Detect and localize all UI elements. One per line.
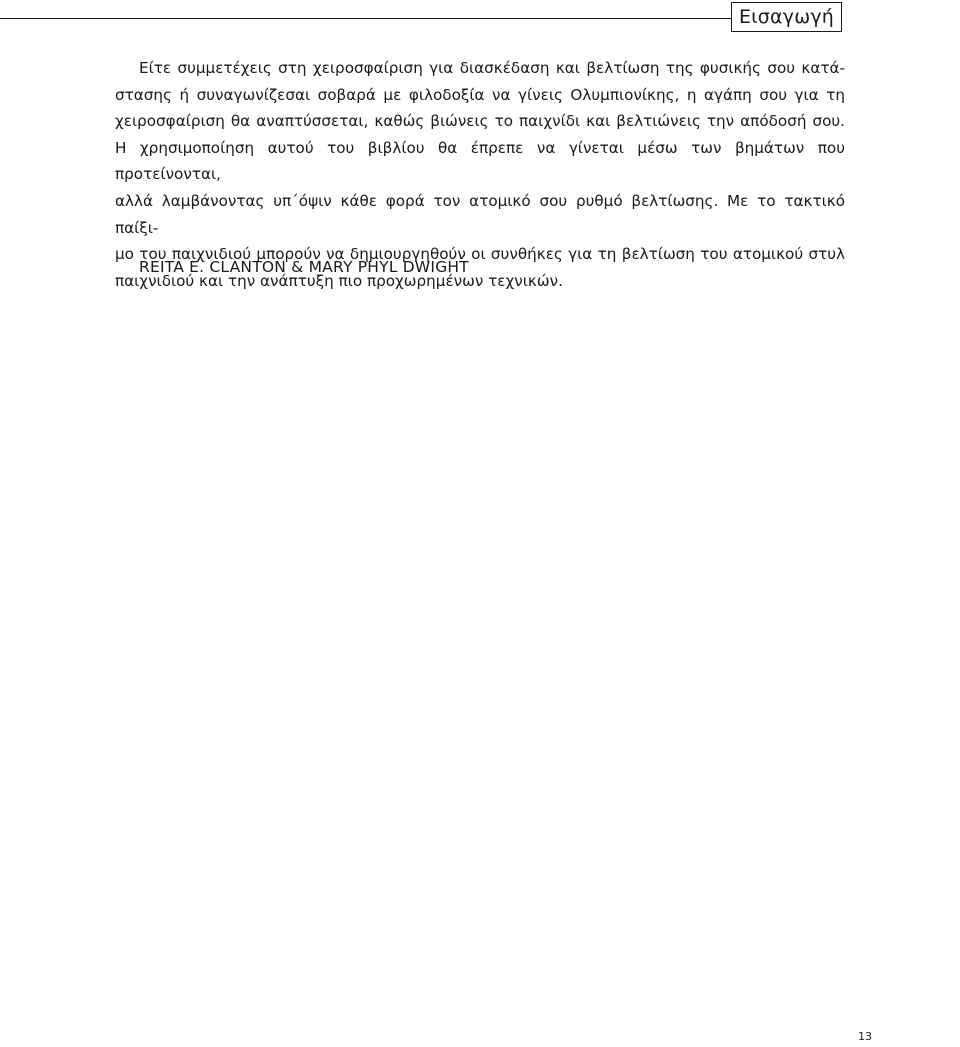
intro-line-4: Η χρησιμοποίηση αυτού του βιβλίου θα έπρεπε να γίνεται μέσω των βημάτων που προτείνονται, — [115, 138, 845, 184]
intro-line-2: στασης ή συναγωνίζεσαι σοβαρά με φιλοδοξία να γίνεις Ολυμπιονίκης, η αγάπη σου για τη — [115, 85, 845, 104]
intro-line-7: παιχνιδιού και την ανάπτυξη πιο προχωρημένων τεχνικών. — [115, 271, 563, 290]
intro-line-5: αλλά λαμβάνοντας υπ΄όψιν κάθε φορά τον ατομικό σου ρυθμό βελτίωσης. Με το τακτικό παίξι- — [115, 191, 845, 237]
intro-line-1: Είτε συμμετέχεις στη χειροσφαίριση για διασκέδαση και βελτίωση της φυσικής σου κατά- — [139, 59, 845, 77]
section-title: Εισαγωγή — [731, 2, 842, 32]
header-rule — [0, 18, 731, 19]
authors-signature: REITA E. CLANTON & MARY PHYL DWIGHT — [139, 258, 469, 276]
intro-line-6: μο του παιχνιδιού μπορούν να δημιουργηθούν οι συνθήκες για τη βελτίωση του ατομικού στυλ — [115, 245, 845, 264]
intro-line-3: χειροσφαίριση θα αναπτύσσεται, καθώς βιώνεις το παιχνίδι και βελτιώνεις την απόδοσή σου. — [115, 112, 845, 131]
page-number: 13 — [858, 1030, 872, 1043]
